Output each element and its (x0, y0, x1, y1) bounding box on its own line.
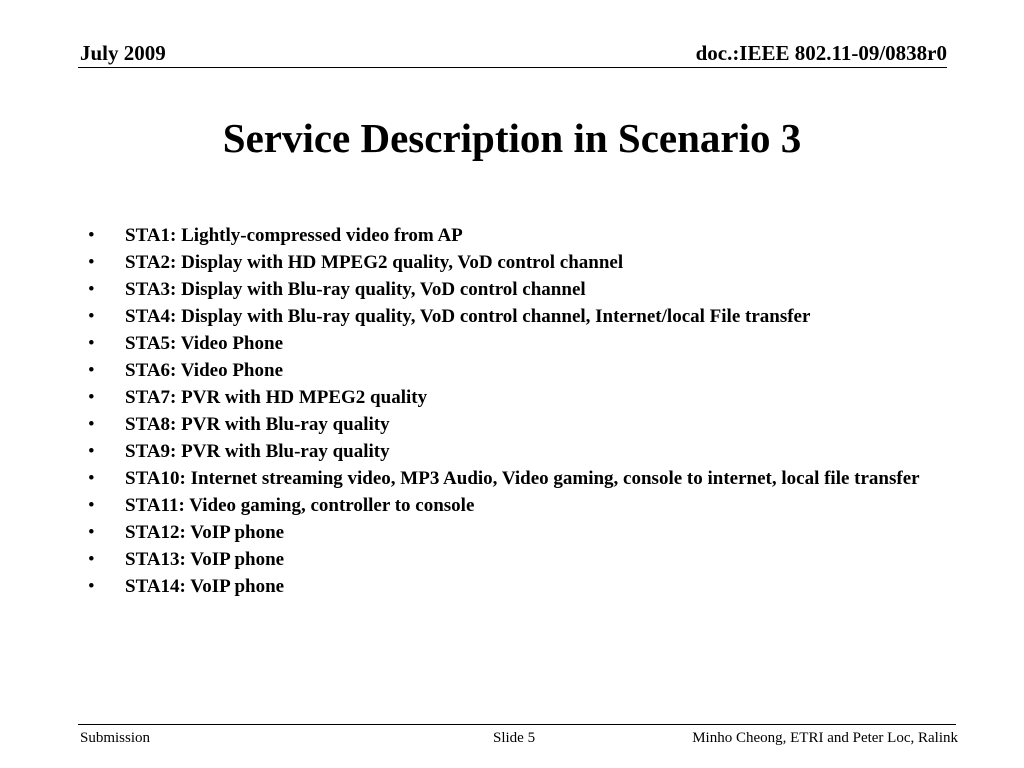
bullet-text: STA8: PVR with Blu-ray quality (125, 414, 390, 435)
bullet-dot-icon: • (88, 468, 95, 489)
bullet-text: STA12: VoIP phone (125, 522, 285, 543)
bullet-text: STA14: VoIP phone (125, 576, 285, 597)
bullet-item (88, 360, 948, 381)
bullet-text: STA9: PVR with Blu-ray quality (125, 441, 390, 462)
footer-submission: Submission (80, 730, 151, 746)
bullet-dot-icon: • (88, 252, 95, 273)
slide-title: Service Description in Scenario 3 (222, 115, 802, 161)
bullet-dot-icon: • (88, 522, 95, 543)
bullet-item (88, 522, 948, 543)
bullet-item (88, 333, 948, 354)
footer-slide-number: Slide 5 (493, 730, 536, 746)
bullet-item (88, 441, 948, 462)
bullet-dot-icon: • (88, 495, 95, 516)
bullet-text: STA5: Video Phone (125, 333, 284, 354)
bullet-text: STA10: Internet streaming video, MP3 Audio, Video gaming, console to internet, local file transfer (125, 468, 920, 489)
bullet-list (88, 225, 948, 603)
footer-divider (78, 724, 956, 725)
bullet-text: STA11: Video gaming, controller to console (125, 495, 475, 516)
bullet-item (88, 252, 948, 273)
bullet-item (88, 468, 948, 489)
bullet-dot-icon: • (88, 360, 95, 381)
header-document-id: doc.:IEEE 802.11-09/0838r0 (695, 41, 947, 65)
bullet-dot-icon: • (88, 549, 95, 570)
bullet-dot-icon: • (88, 279, 95, 300)
bullet-dot-icon: • (88, 576, 95, 597)
footer-authors: Minho Cheong, ETRI and Peter Loc, Ralink (692, 730, 958, 746)
bullet-item (88, 279, 948, 300)
bullet-dot-icon: • (88, 225, 95, 246)
bullet-text: STA1: Lightly-compressed video from AP (125, 225, 463, 246)
bullet-dot-icon: • (88, 441, 95, 462)
bullet-text: STA3: Display with Blu-ray quality, VoD control channel (125, 279, 586, 300)
bullet-item (88, 387, 948, 408)
bullet-text: STA2: Display with HD MPEG2 quality, VoD control channel (125, 252, 624, 273)
bullet-dot-icon: • (88, 414, 95, 435)
bullet-dot-icon: • (88, 333, 95, 354)
header-divider (78, 67, 947, 68)
bullet-item (88, 576, 948, 597)
bullet-text: STA7: PVR with HD MPEG2 quality (125, 387, 428, 408)
bullet-item (88, 549, 948, 570)
bullet-item (88, 306, 948, 327)
bullet-dot-icon: • (88, 387, 95, 408)
bullet-text: STA13: VoIP phone (125, 549, 285, 570)
bullet-text: STA6: Video Phone (125, 360, 284, 381)
bullet-item (88, 225, 948, 246)
bullet-dot-icon: • (88, 306, 95, 327)
bullet-text: STA4: Display with Blu-ray quality, VoD control channel, Internet/local File transfer (125, 306, 811, 327)
bullet-item (88, 414, 948, 435)
bullet-item (88, 495, 948, 516)
header-date: July 2009 (80, 41, 166, 65)
